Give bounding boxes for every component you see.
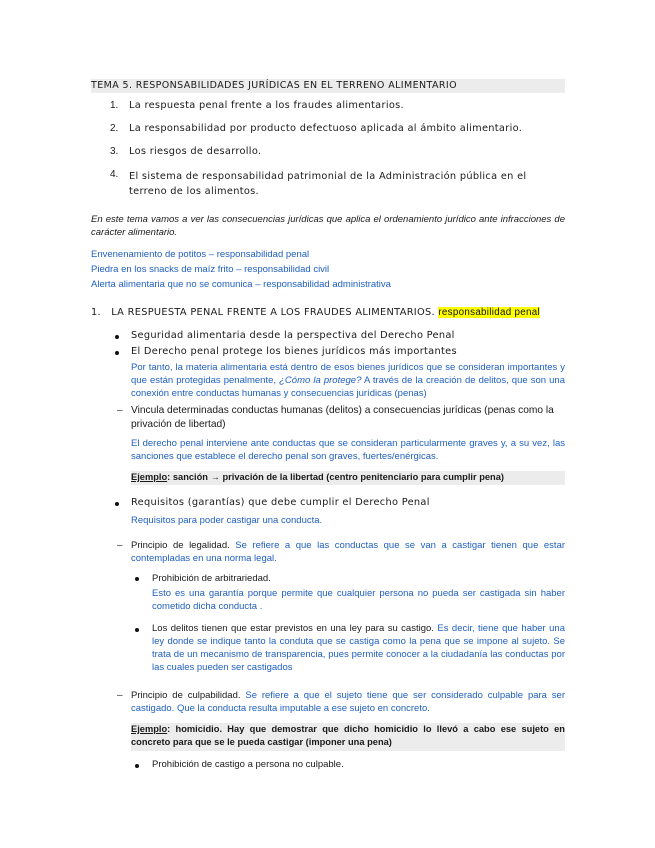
sub-bullet-item: Prohibición de castigo a persona no culpable. <box>152 759 344 770</box>
dash-item <box>131 539 565 565</box>
outline-item: El sistema de responsabilidad patrimonial de la Administración pública en el terreno de los alimentos. <box>129 171 527 197</box>
outline-number: 1. <box>110 100 119 111</box>
section-number: 1. <box>91 307 101 318</box>
intro-paragraph: En este tema vamos a ver las consecuencias jurídicas que aplica el ordenamiento jurídico ante infracciones de carácter alimentario. <box>91 214 565 238</box>
principle-title: Principio de legalidad. <box>131 540 230 551</box>
example-line: Alerta alimentaria que no se comunica – responsabilidad administrativa <box>91 279 391 290</box>
dash-icon: – <box>117 690 123 701</box>
outline-number: 4. <box>110 169 119 180</box>
outline-item: La responsabilidad por producto defectuoso aplicada al ámbito alimentario. <box>129 123 523 134</box>
bullet-icon <box>135 764 139 768</box>
example-text: : homicidio. Hay que demostrar que dicho homicidio lo llevó a cabo ese sujeto en concreto para que se le pueda castigar (imponer una pena) <box>131 724 565 747</box>
sub-bullet-item <box>152 622 565 674</box>
example-box <box>131 471 565 485</box>
bullet-item: Requisitos (garantías) que debe cumplir el Derecho Penal <box>131 497 430 508</box>
dash-icon: – <box>117 405 123 416</box>
bullet-icon <box>115 335 119 339</box>
dash-item: Vincula determinadas conductas humanas (delitos) a consecuencias jurídicas (penas como la privación de libertad) <box>131 405 554 430</box>
note-text: Por tanto, la materia alimentaria está dentro de esos bienes jurídicos que se consideran importantes y que están protegidas penalmente, <box>131 362 565 386</box>
sub-bullet-item: Prohibición de arbitrariedad. <box>152 573 271 584</box>
example-line: Envenenamiento de potitos – responsabilidad penal <box>91 249 310 260</box>
section-heading-text: LA RESPUESTA PENAL FRENTE A LOS FRAUDES ALIMENTARIOS. <box>111 307 435 318</box>
example-label: Ejemplo <box>131 472 168 482</box>
sub-bullet-title: Los delitos tienen que estar previstos en una ley para su castigo. <box>152 623 434 634</box>
principle-note: Se refiere a que las conductas que se van a castigar tienen que estar contempladas en una norma legal. <box>131 540 566 564</box>
dash-icon: – <box>117 540 123 551</box>
bullet-icon <box>135 628 139 632</box>
note-paragraph: Esto es una garantía porque permite que cualquier persona no pueda ser castigada sin haber cometido dicha conducta . <box>152 588 565 612</box>
example-label: Ejemplo <box>131 724 168 734</box>
principle-title: Principio de culpabilidad. <box>131 690 241 701</box>
section-heading <box>91 307 565 318</box>
outline-number: 2. <box>110 123 119 134</box>
outline-item: Los riesgos de desarrollo. <box>129 146 262 157</box>
bullet-icon <box>115 502 119 506</box>
dash-item <box>131 689 565 715</box>
sub-bullet-note: Es decir, tiene que haber una ley donde se indique tanto la conduta que se castiga como la pena que se impone al sujeto. Se trata de un mecanismo de transparencia, pues permite conocer a la ciudadanía las conductas por las cuales pueden ser castigados <box>152 623 566 673</box>
outline-item: La respuesta penal frente a los fraudes alimentarios. <box>129 100 404 111</box>
note-paragraph: El derecho penal interviene ante conductas que se consideran particularmente graves y, a su vez, las sanciones que establece el derecho penal son graves, fuertes/enérgicas. <box>131 438 565 462</box>
bullet-icon <box>135 577 139 581</box>
example-box <box>131 723 565 751</box>
bullet-item: El Derecho penal protege los bienes jurídicos más importantes <box>131 346 457 357</box>
page-title: TEMA 5. RESPONSABILIDADES JURÍDICAS EN EL TERRENO ALIMENTARIO <box>91 79 565 93</box>
bullet-icon <box>115 351 119 355</box>
highlight-badge: responsabilidad penal <box>438 307 540 318</box>
note-question: ¿Cómo la protege? <box>279 375 362 386</box>
note-paragraph: Requisitos para poder castigar una conducta. <box>131 515 323 526</box>
outline-number: 3. <box>110 146 119 157</box>
example-text: : sanción → privación de la libertad (centro penitenciario para cumplir pena) <box>167 472 505 482</box>
note-text: A través de la creación de delitos, que son una conexión entre conductas humanas y consecuencias jurídicas (penas) <box>131 375 565 399</box>
bullet-item: Seguridad alimentaria desde la perspectiva del Derecho Penal <box>131 330 455 341</box>
note-paragraph <box>131 361 565 400</box>
example-line: Piedra en los snacks de maíz frito – responsabilidad civil <box>91 264 330 275</box>
principle-note: Se refiere a que el sujeto tiene que ser considerado culpable para ser castigado. Que la conducta resulta imputable a ese sujeto en concreto. <box>131 690 566 714</box>
